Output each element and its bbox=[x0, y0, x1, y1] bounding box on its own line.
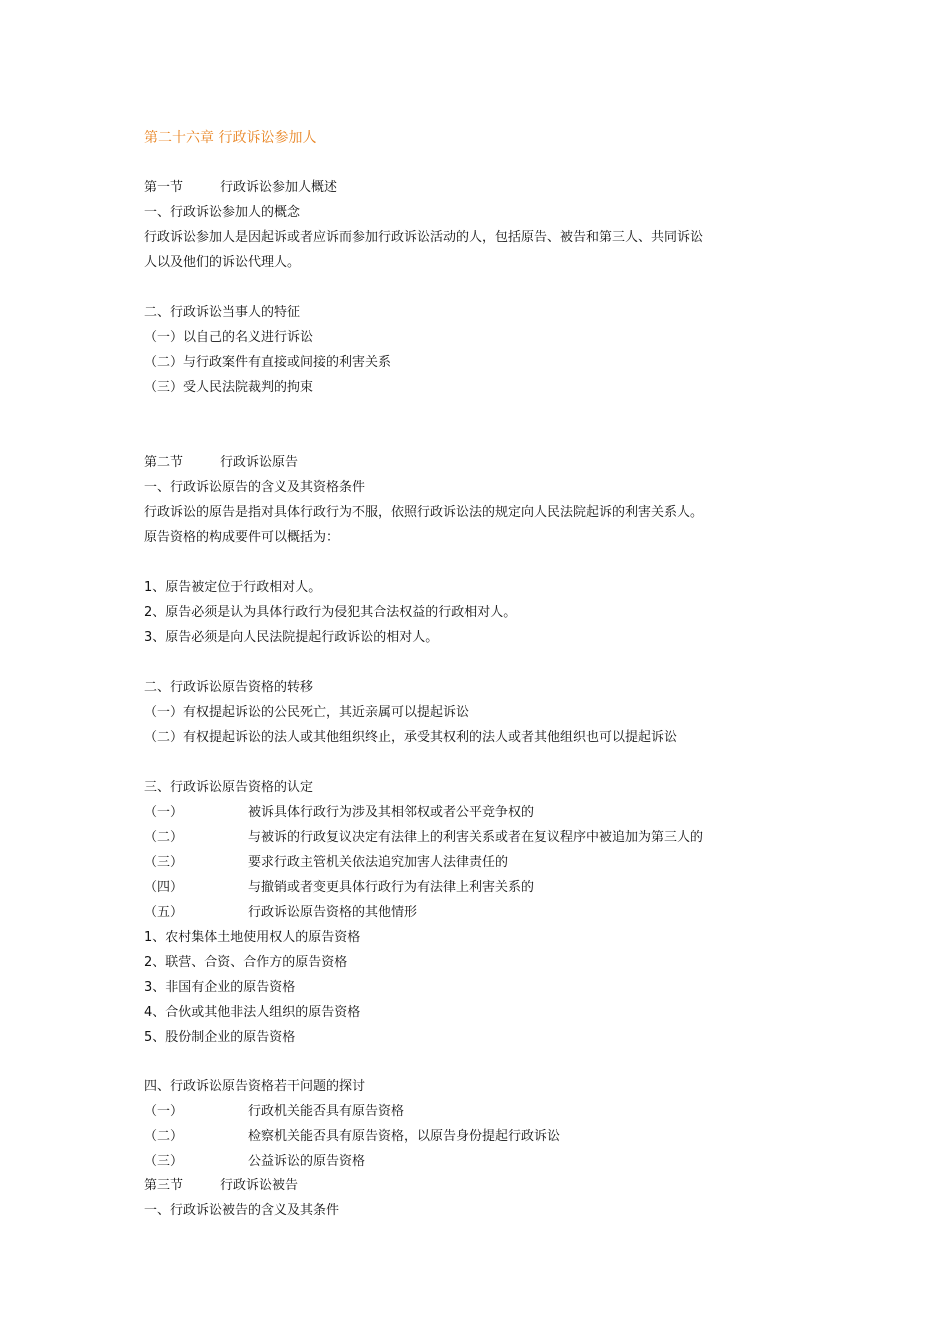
subheading: 一、行政诉讼原告的含义及其资格条件 bbox=[144, 480, 366, 495]
item-text: 与被诉的行政复议决定有法律上的利害关系或者在复议程序中被追加为第三人的 bbox=[248, 830, 704, 845]
item-number: （一） bbox=[144, 805, 184, 820]
list-item: 2、原告必须是认为具体行政行为侵犯其合法权益的行政相对人。 bbox=[144, 605, 517, 620]
item-number: （四） bbox=[144, 880, 184, 895]
item-number: （三） bbox=[144, 855, 184, 870]
list-item: 5、股份制企业的原告资格 bbox=[144, 1030, 296, 1045]
list-item: （二）有权提起诉讼的法人或其他组织终止，承受其权利的法人或者其他组织也可以提起诉讼 bbox=[144, 730, 678, 745]
list-item: （三）受人民法院裁判的拘束 bbox=[144, 380, 314, 395]
list-item bbox=[144, 829, 703, 847]
item-number: （三） bbox=[144, 1154, 184, 1169]
list-item bbox=[144, 1153, 365, 1171]
subheading: 四、行政诉讼原告资格若干问题的探讨 bbox=[144, 1079, 366, 1094]
list-item: （一）有权提起诉讼的公民死亡，其近亲属可以提起诉讼 bbox=[144, 705, 470, 720]
section-heading bbox=[144, 179, 337, 197]
section-name: 行政诉讼参加人概述 bbox=[220, 180, 338, 195]
list-item: 2、联营、合资、合作方的原告资格 bbox=[144, 955, 348, 970]
paragraph-line: 行政诉讼的原告是指对具体行政行为不服，依照行政诉讼法的规定向人民法院起诉的利害关系人。 bbox=[144, 505, 704, 520]
subheading: 三、行政诉讼原告资格的认定 bbox=[144, 780, 314, 795]
section-number: 第一节 bbox=[144, 180, 184, 195]
item-number: （二） bbox=[144, 830, 184, 845]
list-item bbox=[144, 1103, 404, 1121]
item-text: 与撤销或者变更具体行政行为有法律上利害关系的 bbox=[248, 880, 535, 895]
item-text: 被诉具体行政行为涉及其相邻权或者公平竞争权的 bbox=[248, 805, 535, 820]
section-heading bbox=[144, 454, 298, 472]
item-text: 公益诉讼的原告资格 bbox=[248, 1154, 366, 1169]
item-text: 行政诉讼原告资格的其他情形 bbox=[248, 905, 418, 920]
chapter-title: 第二十六章 行政诉讼参加人 bbox=[144, 130, 317, 146]
list-item bbox=[144, 904, 417, 922]
paragraph-line: 行政诉讼参加人是因起诉或者应诉而参加行政诉讼活动的人，包括原告、被告和第三人、共同诉讼 bbox=[144, 230, 704, 245]
section-heading bbox=[144, 1177, 298, 1195]
list-item: 3、原告必须是向人民法院提起行政诉讼的相对人。 bbox=[144, 630, 439, 645]
subheading: 二、行政诉讼当事人的特征 bbox=[144, 305, 301, 320]
list-item bbox=[144, 879, 534, 897]
list-item: （一）以自己的名义进行诉讼 bbox=[144, 330, 314, 345]
paragraph-line: 人以及他们的诉讼代理人。 bbox=[144, 255, 301, 270]
item-text: 要求行政主管机关依法追究加害人法律责任的 bbox=[248, 855, 509, 870]
list-item: （二）与行政案件有直接或间接的利害关系 bbox=[144, 355, 392, 370]
section-number: 第二节 bbox=[144, 455, 184, 470]
section-name: 行政诉讼被告 bbox=[220, 1178, 299, 1193]
item-number: （一） bbox=[144, 1104, 184, 1119]
subheading: 一、行政诉讼参加人的概念 bbox=[144, 205, 301, 220]
list-item: 4、合伙或其他非法人组织的原告资格 bbox=[144, 1005, 361, 1020]
subheading: 二、行政诉讼原告资格的转移 bbox=[144, 680, 314, 695]
item-number: （二） bbox=[144, 1129, 184, 1144]
list-item: 1、原告被定位于行政相对人。 bbox=[144, 580, 322, 595]
subheading: 一、行政诉讼被告的含义及其条件 bbox=[144, 1203, 340, 1218]
list-item: 1、农村集体土地使用权人的原告资格 bbox=[144, 930, 361, 945]
section-number: 第三节 bbox=[144, 1178, 184, 1193]
list-item bbox=[144, 804, 534, 822]
list-item bbox=[144, 854, 508, 872]
list-item bbox=[144, 1128, 560, 1146]
item-text: 行政机关能否具有原告资格 bbox=[248, 1104, 405, 1119]
item-text: 检察机关能否具有原告资格，以原告身份提起行政诉讼 bbox=[248, 1129, 561, 1144]
list-item: 3、非国有企业的原告资格 bbox=[144, 980, 296, 995]
paragraph-line: 原告资格的构成要件可以概括为： bbox=[144, 530, 340, 545]
item-number: （五） bbox=[144, 905, 184, 920]
section-name: 行政诉讼原告 bbox=[220, 455, 299, 470]
